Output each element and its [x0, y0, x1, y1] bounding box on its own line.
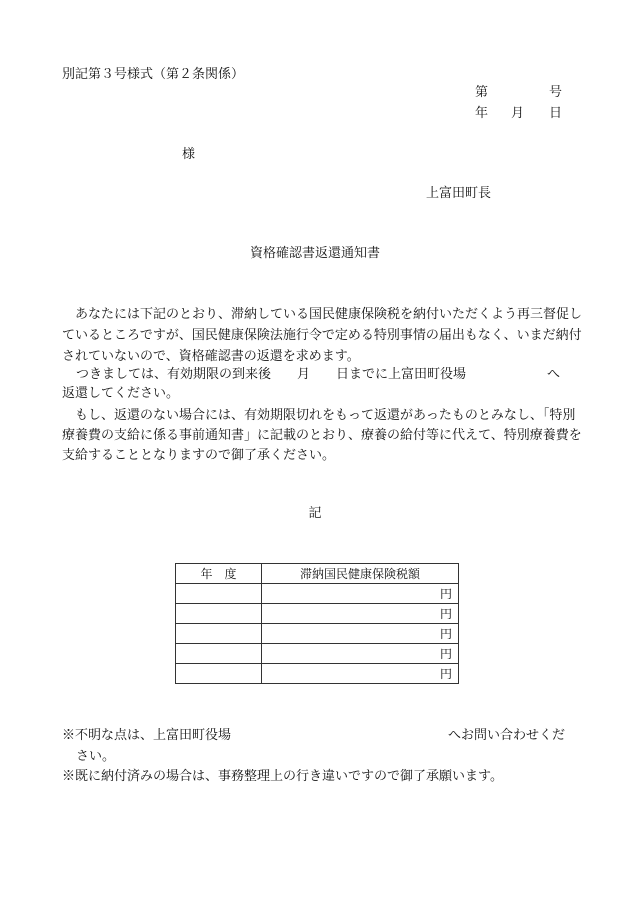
date-month-label: 月	[511, 106, 525, 121]
paragraph-2-line-1: つきましては、有効期限の到来後 月 日までに上富田町役場	[76, 367, 467, 382]
table-row	[176, 604, 459, 624]
date-year-label: 年	[475, 106, 489, 121]
document-number-suffix: 号	[549, 85, 563, 100]
table-cell-year	[176, 644, 262, 664]
form-label: 別記第３号様式（第２条関係）	[62, 67, 245, 82]
note-1-line-1: ※不明な点は、上富田町役場	[62, 728, 232, 743]
paragraph-2-line-2: 返還してください。	[62, 386, 180, 401]
table-cell-amount: 円	[262, 624, 459, 644]
table-header-year: 年 度	[176, 564, 262, 584]
date-day-label: 日	[549, 106, 563, 121]
document-title: 資格確認書返還通知書	[249, 246, 380, 261]
table-row	[176, 664, 459, 684]
table-cell-year	[176, 624, 262, 644]
table-row	[176, 644, 459, 664]
document-number-prefix: 第	[475, 85, 489, 100]
section-heading-ki: 記	[308, 506, 322, 521]
table-row	[176, 624, 459, 644]
paragraph-3-line-2: 療養費の支給に係る事前通知書」に記載のとおり、療養の給付等に代えて、特別療養費を	[62, 428, 582, 443]
table-cell-amount: 円	[262, 584, 459, 604]
paragraph-2-line-1-end: へ	[547, 367, 561, 382]
sender-name: 上富田町長	[426, 186, 492, 201]
table-header-row	[176, 564, 459, 584]
table-cell-year	[176, 664, 262, 684]
paragraph-3-line-1: もし、返還のない場合には、有効期限切れをもって返還があったものとみなし、「特別	[62, 408, 576, 423]
table-cell-year	[176, 604, 262, 624]
note-2: ※既に納付済みの場合は、事務整理上の行き違いですので御了承願います。	[62, 769, 503, 784]
table-cell-amount: 円	[262, 644, 459, 664]
note-1-line-2: さい。	[76, 749, 116, 764]
paragraph-1-line-1: あなたには下記のとおり、滞納している国民健康保険税を納付いただくよう再三督促し	[62, 307, 583, 322]
table-cell-year	[176, 584, 262, 604]
paragraph-1-line-2: ているところですが、国民健康保険法施行令で定める特別事情の届出もなく、いまだ納付	[62, 328, 582, 343]
addressee-honorific: 様	[182, 147, 196, 162]
note-1-line-1-end: へお問い合わせくだ	[448, 728, 566, 743]
table-cell-amount: 円	[262, 604, 459, 624]
tax-arrears-table	[175, 563, 459, 684]
paragraph-3-line-3: 支給することとなりますので御了承ください。	[62, 448, 336, 463]
table-row	[176, 584, 459, 604]
table-header-amount: 滞納国民健康保険税額	[262, 564, 459, 584]
table-cell-amount: 円	[262, 664, 459, 684]
paragraph-1-line-3: されていないので、資格確認書の返還を求めます。	[62, 349, 360, 364]
